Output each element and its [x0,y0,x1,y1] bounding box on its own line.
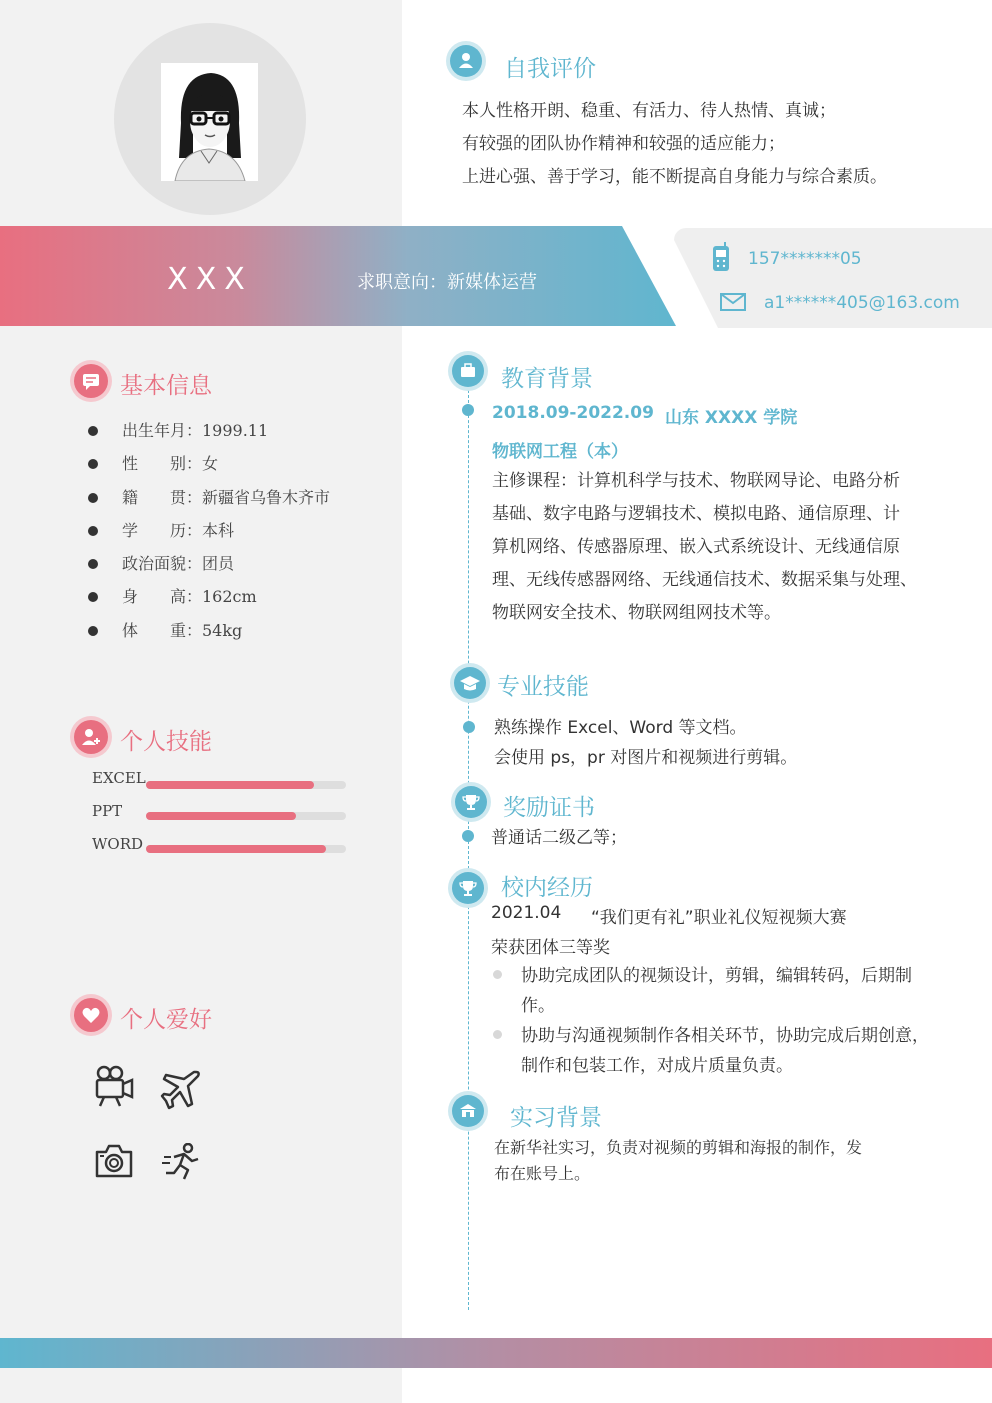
awards-text: 普通话二级乙等； [491,828,627,848]
skill-bar-word [146,845,346,853]
avatar-photo [161,63,258,181]
campus-bullet-line: 协助完成团队的视频设计，剪辑，编辑转码，后期制 [521,966,912,986]
awards-title: 奖励证书 [503,795,595,821]
skill-label: PPT [92,802,123,820]
hobbies-title: 个人爱好 [120,1007,212,1033]
skill-bar-excel [146,781,346,789]
course-line: 算机网络、传感器原理、嵌入式系统设计、无线通信原 [492,537,900,557]
skill-bar-fill [146,845,326,853]
education-title: 教育背景 [501,366,593,392]
timeline-dot [462,404,474,416]
campus-date: 2021.04 [491,903,562,923]
self-eval-text [462,95,887,194]
course-line: 基础、数字电路与逻辑技术、模拟电路、通信原理、计 [492,504,900,524]
graduation-cap-icon [454,667,486,699]
pro-skills-title: 专业技能 [497,674,589,700]
camera-icon [94,1143,134,1183]
list-item: 体 重：54kg [88,620,330,653]
course-line: 理、无线传感器网络、无线通信技术、数据采集与处理、 [492,570,917,590]
timeline-dot [462,830,474,842]
pro-skill-line: 熟练操作 Excel、Word 等文档。 [494,718,747,738]
basic-info-list [88,420,330,653]
education-major: 物联网工程（本） [492,442,628,462]
list-item: 身 高：162cm [88,586,330,619]
list-item: 籍 贯：新疆省乌鲁木齐市 [88,487,330,520]
bullet-dot [493,970,502,979]
personal-skills-title: 个人技能 [120,729,212,755]
skill-bar-fill [146,781,314,789]
job-intent: 求职意向：新媒体运营 [357,272,537,293]
campus-event: “我们更有礼”职业礼仪短视频大赛 [591,908,847,928]
list-item: 出生年月：1999.11 [88,420,330,453]
mail-icon [720,293,746,315]
campus-bullet [521,1021,929,1081]
heart-icon [74,998,108,1032]
briefcase-icon [452,355,484,387]
pro-skill-line: 会使用 ps，pr 对图片和视频进行剪辑。 [494,748,798,768]
campus-result: 荣获团体三等奖 [491,938,610,958]
self-eval-line: 有较强的团队协作精神和较强的适应能力； [462,134,785,154]
airplane-icon [160,1068,202,1114]
campus-bullet-line: 协助与沟通视频制作各相关环节，协助完成后期创意， [521,1026,929,1046]
timeline-dot [463,721,475,733]
timeline-line [468,390,469,1310]
campus-title: 校内经历 [501,875,593,901]
internship-title: 实习背景 [510,1105,602,1131]
header-banner [0,226,680,326]
self-eval-line: 本人性格开朗、稳重、有活力、待人热情、真诚； [462,101,836,121]
internship-text [494,1135,862,1187]
self-eval-title: 自我评价 [504,56,596,82]
candidate-name: XXX [167,262,253,297]
person-icon [450,45,482,77]
phone-number: 157*******05 [748,249,862,269]
campus-bullet-line: 制作和包装工作，对成片质量负责。 [521,1056,793,1076]
course-line: 主修课程：计算机科学与技术、物联网导论、电路分析 [492,471,900,491]
campus-bullet [521,961,912,1021]
internship-line: 在新华社实习，负责对视频的剪辑和海报的制作，发 [494,1138,863,1157]
user-add-icon [74,720,108,754]
list-item: 学 历：本科 [88,520,330,553]
course-line: 物联网安全技术、物联网组网技术等。 [492,603,781,623]
email-address: a1******405@163.com [764,293,960,313]
education-school: 山东 XXXX 学院 [665,408,798,428]
bullet-dot [493,1030,502,1039]
video-camera-icon [94,1065,134,1111]
chat-icon [74,364,108,398]
skill-bar-fill [146,812,296,820]
pro-skills-text [494,713,797,773]
education-period: 2018.09-2022.09 [492,403,654,423]
skill-label: WORD [92,835,144,853]
footer-bar [0,1338,992,1368]
internship-line: 布在账号上。 [494,1164,591,1183]
education-courses [492,465,917,630]
trophy-icon [452,872,484,904]
trophy-icon [455,786,487,818]
phone-icon [712,242,730,276]
basic-info-title: 基本信息 [120,373,212,399]
school-icon [452,1095,484,1127]
list-item: 政治面貌：团员 [88,553,330,586]
self-eval-line: 上进心强、善于学习，能不断提高自身能力与综合素质。 [462,167,887,187]
running-icon [162,1143,202,1185]
skill-label: EXCEL [92,769,146,787]
campus-bullet-line: 作。 [521,996,555,1016]
skill-bar-ppt [146,812,346,820]
list-item: 性 别：女 [88,453,330,486]
